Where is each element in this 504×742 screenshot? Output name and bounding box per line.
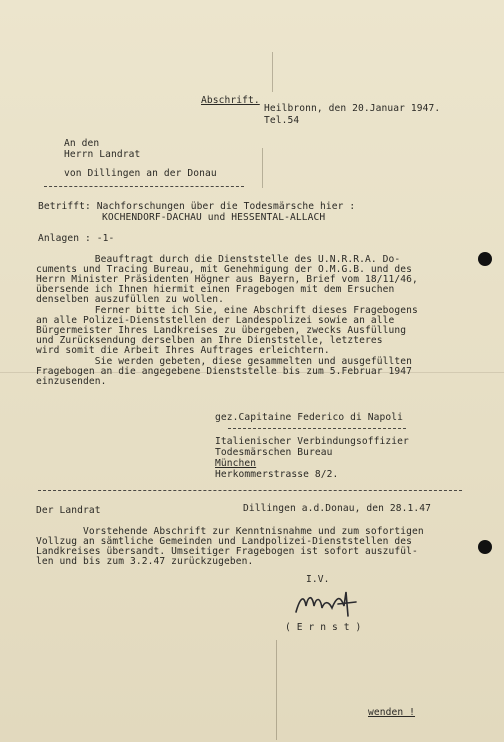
body-line: Beauftragt durch die Dienststelle des U.N.R.R.A. Do-: [36, 254, 401, 265]
forward-line: Vollzug an sämtliche Gemeinden und Landpolizei-Dienststellen des: [36, 536, 413, 547]
punch-hole: [478, 540, 492, 554]
document-title: Abschrift.: [201, 95, 260, 106]
body-line: denselben auszufüllen zu wollen.: [36, 294, 225, 305]
signatory-line: München: [215, 458, 257, 469]
body-line: wird somit die Arbeit Ihres Auftrages erleichtern.: [36, 345, 330, 356]
subject-line: Betrifft: Nachforschungen über die Todesmärsche hier :: [38, 201, 356, 212]
body-line: Sie werden gebeten, diese gesammelten und ausgefüllten: [36, 356, 413, 367]
paper-crease: [262, 148, 263, 188]
handwritten-signature: [292, 588, 364, 620]
body-line: einzusenden.: [36, 376, 107, 387]
divider: [38, 490, 462, 491]
body-line: Ferner bitte ich Sie, eine Abschrift dieses Fragebogens: [36, 305, 418, 316]
iv-mark: I.V.: [306, 574, 330, 585]
paper-crease: [272, 52, 273, 92]
body-line: Herrn Minister Präsidenten Högner aus Bayern, Brief vom 18/11/46,: [36, 274, 418, 285]
signer-name: ( E r n s t ): [285, 622, 362, 633]
forward-line: Landkreises übersandt. Umseitiger Fragebogen ist sofort auszufül-: [36, 546, 418, 557]
telephone: Tel.54: [264, 115, 300, 126]
attachments: Anlagen : -1-: [38, 233, 115, 244]
signatory-line: Herkommerstrasse 8/2.: [215, 469, 339, 480]
body-line: Bürgermeister Ihres Landkreises zu übergeben, zwecks Ausfüllung: [36, 325, 407, 336]
body-line: cuments und Tracing Bureau, mit Genehmigung der O.M.G.B. und des: [36, 264, 413, 275]
forward-line: Vorstehende Abschrift zur Kenntnisnahme und zum sofortigen: [36, 526, 424, 537]
signatory-line: Italienischer Verbindungsoffizier: [215, 436, 409, 447]
divider: [44, 186, 244, 187]
recipient-line: von Dillingen an der Donau: [64, 168, 217, 179]
paper-crease: [276, 640, 277, 740]
divider: [228, 428, 406, 429]
body-line: übersende ich Ihnen hiermit einen Fragebogen mit dem Ersuchen: [36, 284, 395, 295]
body-line: an alle Polizei-Dienststellen der Landespolizei sowie an alle: [36, 315, 395, 326]
body-line: Fragebogen an die angegebene Dienststelle bis zum 5.Februar 1947: [36, 366, 413, 377]
place-date: Heilbronn, den 20.Januar 1947.: [264, 103, 441, 114]
recipient-line: Herrn Landrat: [64, 149, 141, 160]
recipient-line: An den: [64, 138, 100, 149]
body-line: und Zurücksendung derselben an Ihre Dienststelle, letzteres: [36, 335, 383, 346]
forward-place-date: Dillingen a.d.Donau, den 28.1.47: [243, 503, 432, 514]
turn-over-note: wenden !: [368, 707, 416, 718]
subject-line: KOCHENDORF-DACHAU und HESSENTAL-ALLACH: [102, 212, 326, 223]
punch-hole: [478, 252, 492, 266]
signatory-line: Todesmärschen Bureau: [215, 447, 333, 458]
forward-line: len und bis zum 3.2.47 zurückzugeben.: [36, 556, 254, 567]
forward-sender: Der Landrat: [36, 505, 101, 516]
signatory-line: gez.Capitaine Federico di Napoli: [215, 412, 404, 423]
